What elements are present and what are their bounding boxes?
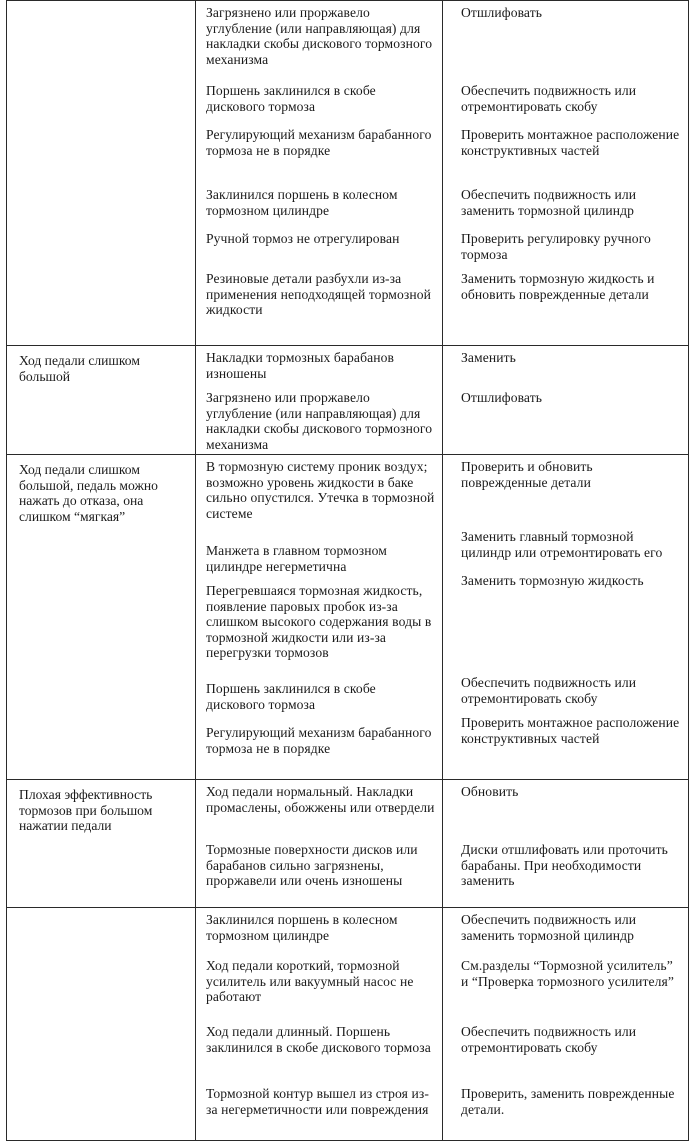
- remedy-text: Проверить монтажное расположение конструктивных частей: [461, 715, 680, 746]
- remedy-text: Заменить главный тормозной цилиндр или отремонтировать его: [461, 529, 663, 560]
- remedy-text: Заменить тормозную жидкость: [461, 573, 644, 588]
- remedy-text: Проверить регулировку ручного тормоза: [461, 231, 651, 262]
- cause-text: Загрязнено или проржавело углубление (или направляющая) для накладки скобы дискового тормозного механизма: [206, 5, 433, 67]
- table-row: [7, 455, 689, 780]
- remedy-text: Заменить тормозную жидкость и обновить поврежденные детали: [461, 271, 655, 302]
- remedy-cell: [443, 455, 689, 780]
- brake-diagnostic-table: [6, 0, 689, 1141]
- cause-text: Перегревшаяся тормозная жидкость, появление паровых пробок из-за слишком высокого содержания воды в тормозной жидкости или из-за перегрузки тормозов: [206, 583, 432, 661]
- remedy-text: Проверить монтажное расположение конструктивных частей: [461, 127, 680, 158]
- table-row: [7, 1, 689, 346]
- remedy-text: Проверить и обновить поврежденные детали: [461, 459, 593, 490]
- remedy-cell: [443, 780, 689, 908]
- cause-cell: [196, 1, 443, 346]
- cause-text: Загрязнено или проржавело углубление (или направляющая) для накладки скобы дискового тормозного механизма: [206, 390, 433, 452]
- remedy-text: Проверить, заменить поврежденные детали.: [461, 1086, 675, 1117]
- remedy-cell: [443, 346, 689, 455]
- condition-cell: Плохая эффективность тормозов при большом нажатии педали: [7, 780, 196, 908]
- remedy-text: Отшлифовать: [461, 390, 543, 405]
- remedy-text: Диски отшлифовать или проточить барабаны. При необходимости заменить: [461, 842, 668, 889]
- cause-text: В тормозную систему проник воздух; возможно уровень жидкости в баке сильно опустился. Утечка в тормозной системе: [206, 459, 435, 521]
- cause-text: Тормозной контур вышел из строя из-за негерметичности или повреждения: [206, 1086, 429, 1117]
- table-row: [7, 780, 689, 908]
- condition-cell: [7, 908, 196, 1141]
- remedy-cell: [443, 1, 689, 346]
- condition-cell: [7, 1, 196, 346]
- remedy-text: Обеспечить подвижность или отремонтировать скобу: [461, 675, 637, 706]
- remedy-cell: [443, 908, 689, 1141]
- cause-text: Заклинился поршень в колесном тормозном цилиндре: [206, 187, 398, 218]
- remedy-text: Обеспечить подвижность или отремонтировать скобу: [461, 83, 637, 114]
- cause-text: Ход педали нормальный. Накладки промаслены, обожжены или отвердели: [206, 784, 435, 815]
- remedy-text: Обновить: [461, 784, 519, 799]
- cause-text: Поршень заклинился в скобе дискового тормоза: [206, 83, 376, 114]
- remedy-text: Обеспечить подвижность или отремонтировать скобу: [461, 1024, 637, 1055]
- cause-text: Ход педали короткий, тормозной усилитель или вакуумный насос не работают: [206, 958, 414, 1005]
- table-row: [7, 908, 689, 1141]
- cause-text: Поршень заклинился в скобе дискового тормоза: [206, 681, 376, 712]
- cause-text: Резиновые детали разбухли из-за применения неподходящей тормозной жидкости: [206, 271, 431, 318]
- cause-text: Ход педали длинный. Поршень заклинился в скобе дискового тормоза: [206, 1024, 431, 1055]
- cause-text: Заклинился поршень в колесном тормозном цилиндре: [206, 912, 398, 943]
- remedy-text: Заменить: [461, 350, 516, 365]
- cause-text: Манжета в главном тормозном цилиндре негерметична: [206, 543, 387, 574]
- remedy-text: Обеспечить подвижность или заменить тормозной цилиндр: [461, 187, 637, 218]
- cause-cell: [196, 780, 443, 908]
- cause-text: Ручной тормоз не отрегулирован: [206, 231, 400, 246]
- cause-cell: [196, 455, 443, 780]
- cause-text: Тормозные поверхности дисков или барабанов сильно загрязнены, проржавели или очень изношены: [206, 842, 418, 889]
- remedy-text: См.разделы “Тормозной усилитель” и “Проверка тормозного усилителя”: [461, 958, 675, 989]
- condition-cell: Ход педали слишком большой: [7, 346, 196, 455]
- cause-text: Регулирующий механизм барабанного тормоза не в порядке: [206, 725, 432, 756]
- remedy-text: Отшлифовать: [461, 5, 543, 20]
- cause-cell: [196, 908, 443, 1141]
- table-row: [7, 346, 689, 455]
- remedy-text: Обеспечить подвижность или заменить тормозной цилиндр: [461, 912, 637, 943]
- cause-text: Регулирующий механизм барабанного тормоза не в порядке: [206, 127, 432, 158]
- condition-cell: Ход педали слишком большой, педаль можно нажать до отказа, она слишком “мягкая”: [7, 455, 196, 780]
- cause-text: Накладки тормозных барабанов изношены: [206, 350, 395, 381]
- cause-cell: [196, 346, 443, 455]
